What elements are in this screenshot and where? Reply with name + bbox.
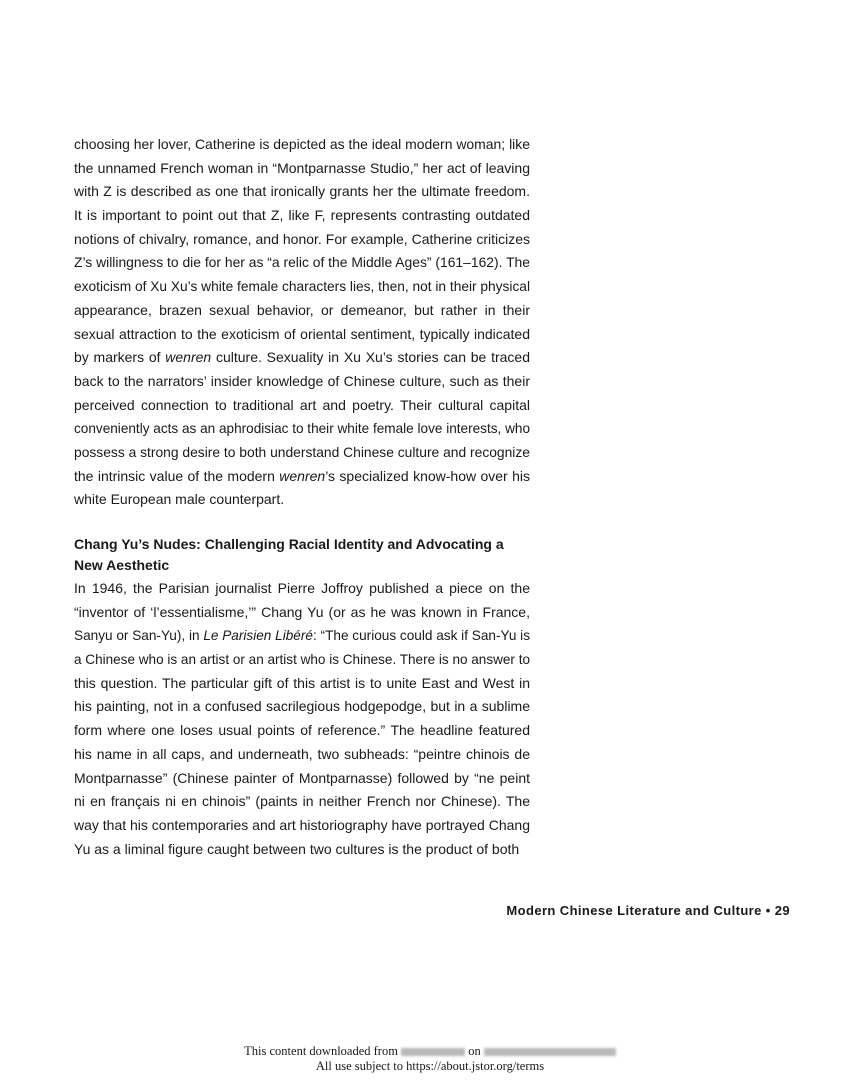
- text-line-wrapper: [74, 370, 530, 394]
- redacted-date: [484, 1048, 616, 1056]
- download-notice: [0, 1044, 860, 1074]
- text-line: sexual attraction to the exoticism of oriental sentiment, typically indicated: [74, 325, 530, 342]
- text-line: with Z is described as one that ironically grants her the ultimate freedom.: [74, 183, 530, 200]
- text-line-wrapper: [74, 157, 530, 181]
- text-line-wrapper: [74, 228, 530, 252]
- terms-link[interactable]: All use subject to https://about.jstor.org/terms: [315, 1059, 545, 1073]
- text-line: form where one loses usual points of reference.” The headline featured: [74, 722, 530, 739]
- text-line-wrapper: [74, 790, 530, 814]
- text-line-wrapper: [74, 180, 530, 204]
- text-line-wrapper: [74, 577, 530, 601]
- text-line: notions of chivalry, romance, and honor. For example, Catherine criticizes: [74, 230, 530, 247]
- text-line-wrapper: [74, 767, 530, 791]
- text-line-wrapper: [74, 299, 530, 323]
- section-heading: [74, 534, 530, 576]
- text-line: way that his contemporaries and art historiography have portrayed Chang: [74, 816, 530, 833]
- text-line-wrapper: [74, 488, 530, 512]
- text-line: Sanyu or San-Yu), in Le Parisien Libéré: “The curious could ask if San-Yu is: [74, 627, 530, 644]
- text-line-wrapper: [74, 695, 530, 719]
- text-line: appearance, brazen sexual behavior, or demeanor, but rather in their: [74, 301, 530, 318]
- text-line: the intrinsic value of the modern wenren’s specialized know-how over his: [74, 467, 530, 484]
- text-line: “inventor of ‘l’essentialisme,’” Chang Yu (or as he was known in France,: [74, 603, 530, 620]
- text-line-wrapper: [74, 624, 530, 648]
- download-on: on: [468, 1044, 481, 1058]
- text-line: possess a strong desire to both understand Chinese culture and recognize: [74, 443, 530, 460]
- redacted-ip: [401, 1048, 465, 1056]
- text-line-wrapper: [74, 275, 530, 299]
- heading-line: New Aesthetic: [74, 557, 170, 573]
- text-line-wrapper: [74, 601, 530, 625]
- text-line-wrapper: [74, 323, 530, 347]
- text-line-wrapper: [74, 719, 530, 743]
- running-footer: Modern Chinese Literature and Culture • 29: [506, 903, 790, 918]
- text-line: exoticism of Xu Xu’s white female characters lies, then, not in their physical: [74, 278, 530, 295]
- heading-line: Chang Yu’s Nudes: Challenging Racial Identity and Advocating a: [74, 536, 504, 552]
- text-line-wrapper: [74, 648, 530, 672]
- body-paragraph-2: [74, 577, 530, 861]
- text-line: ni en français ni en chinois” (paints in neither French nor Chinese). The: [74, 793, 530, 810]
- text-line: In 1946, the Parisian journalist Pierre Joffroy published a piece on the: [74, 580, 530, 596]
- text-line-wrapper: [74, 394, 530, 418]
- text-line-wrapper: [74, 346, 530, 370]
- text-line-wrapper: [74, 814, 530, 838]
- text-line: the unnamed French woman in “Montparnasse Studio,” her act of leaving: [74, 159, 530, 176]
- text-line-wrapper: [74, 251, 530, 275]
- text-line-wrapper: [74, 441, 530, 465]
- text-line: Montparnasse” (Chinese painter of Montparnasse) followed by “ne peint: [74, 769, 530, 786]
- text-line: this question. The particular gift of this artist is to unite East and West in: [74, 674, 530, 691]
- text-line: conveniently acts as an aphrodisiac to their white female love interests, who: [74, 420, 530, 437]
- text-line-wrapper: [74, 743, 530, 767]
- text-line: by markers of wenren culture. Sexuality in Xu Xu’s stories can be traced: [74, 349, 530, 366]
- text-line: perceived connection to traditional art and poetry. Their cultural capital: [74, 396, 530, 413]
- text-line-wrapper: [74, 465, 530, 489]
- text-line: Z’s willingness to die for her as “a relic of the Middle Ages” (161–162). The: [74, 254, 530, 271]
- text-line: a Chinese who is an artist or an artist who is Chinese. There is no answer to: [74, 651, 530, 668]
- text-line: his painting, not in a confused sacrilegious hodgepodge, but in a sublime: [74, 698, 530, 715]
- text-line: choosing her lover, Catherine is depicted as the ideal modern woman; like: [74, 136, 530, 152]
- body-paragraph-1: [74, 133, 530, 512]
- text-line: Yu as a liminal figure caught between two cultures is the product of both: [74, 840, 520, 857]
- text-line: back to the narrators’ insider knowledge of Chinese culture, such as their: [74, 372, 530, 389]
- text-line-wrapper: [74, 838, 530, 862]
- text-line-wrapper: [74, 417, 530, 441]
- text-line: white European male counterpart.: [74, 491, 285, 508]
- text-line-wrapper: [74, 133, 530, 157]
- text-line: his name in all caps, and underneath, two subheads: “peintre chinois de: [74, 745, 530, 762]
- text-line: It is important to point out that Z, like F, represents contrasting outdated: [74, 207, 530, 224]
- text-line-wrapper: [74, 672, 530, 696]
- download-prefix: This content downloaded from: [244, 1044, 398, 1058]
- text-line-wrapper: [74, 204, 530, 228]
